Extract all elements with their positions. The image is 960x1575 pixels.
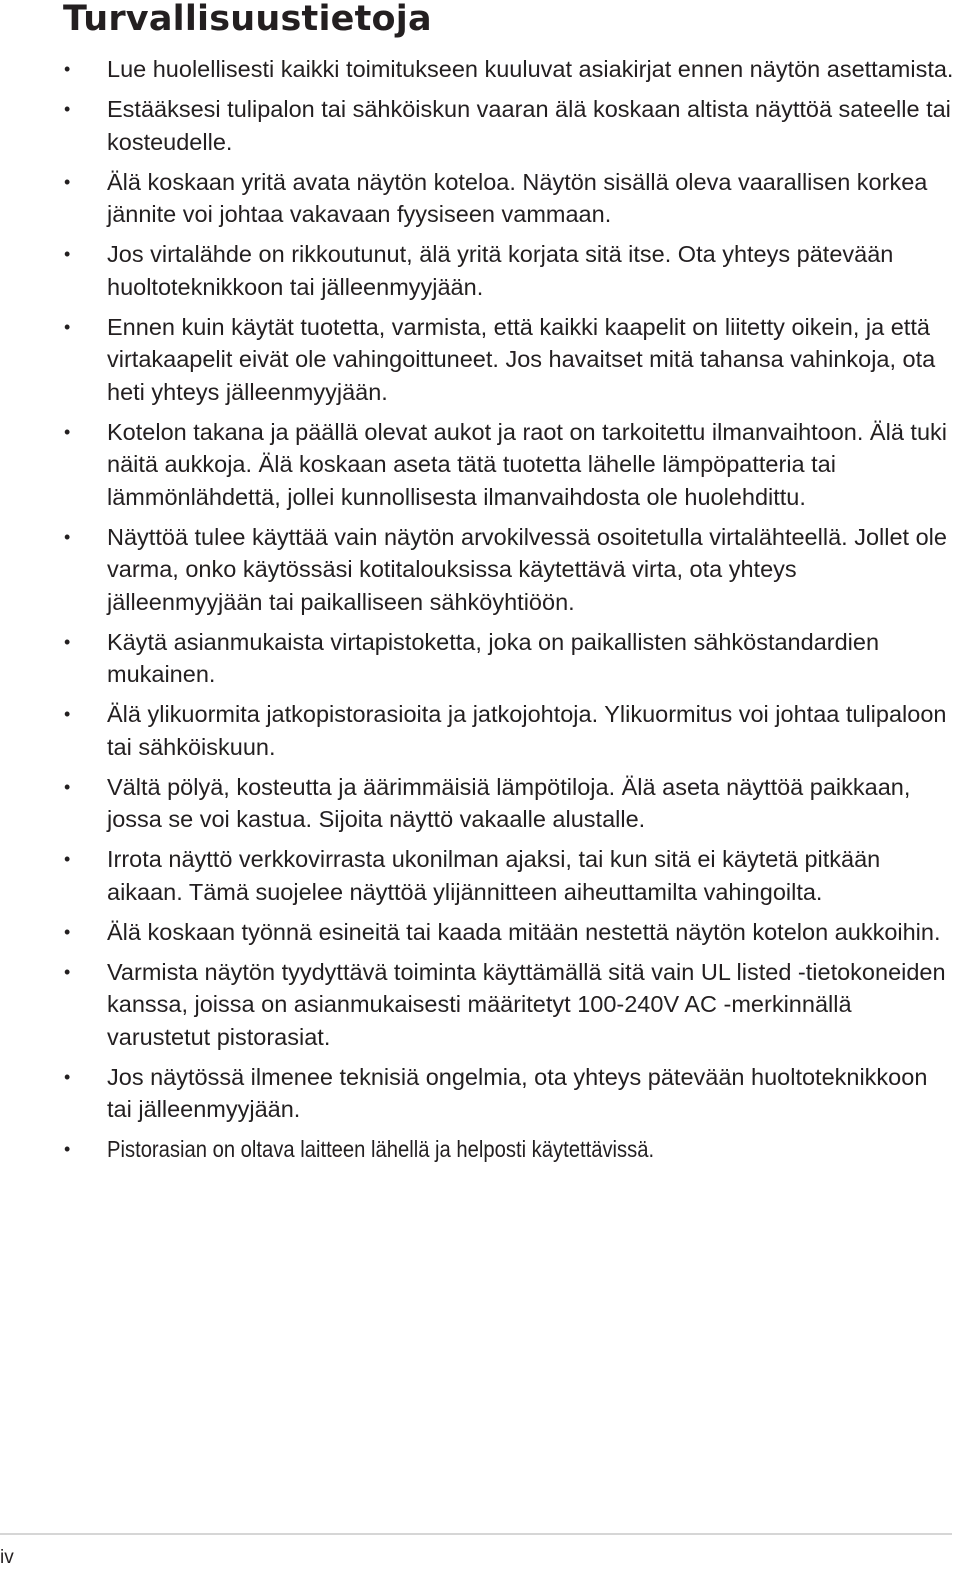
safety-item-text: Pistorasian on oltava laitteen lähellä ja helposti käytettävissä. [107, 1136, 655, 1162]
safety-item-text: Lue huolellisesti kaikki toimitukseen kuuluvat asiakirjat ennen näytön asettamista. [107, 56, 954, 82]
safety-item-text: Käytä asianmukaista virtapistoketta, joka on paikallisten sähköstandardien mukainen. [107, 628, 880, 687]
page-title: Turvallisuustietoja [63, 0, 432, 39]
safety-item-text: Estääksesi tulipalon tai sähköiskun vaaran älä koskaan altista näyttöä sateelle tai kosteudelle. [107, 96, 951, 155]
page-number: iv [0, 1547, 14, 1568]
safety-item [0, 843, 960, 908]
safety-item-text: Irrota näyttö verkkovirrasta ukonilman ajaksi, tai kun sitä ei käytetä pitkään aikaan. Tämä suojelee näyttöä ylijännitteen aiheuttamilta vahingoilta. [107, 846, 881, 905]
footer-divider [0, 1533, 952, 1535]
bullet-icon: • [64, 704, 71, 724]
safety-item-text: Vältä pölyä, kosteutta ja äärimmäisiä lämpötiloja. Älä aseta näyttöä paikkaan, jossa se voi kastua. Sijoita näyttö vakaalle alustalle. [107, 773, 911, 832]
safety-item-text: Varmista näytön tyydyttävä toiminta käyttämällä sitä vain UL listed -tietokoneiden kanssa, joissa on asianmukaisesti määritetyt 100-240V AC -merkinnällä varustetut pistorasiat. [107, 958, 946, 1050]
safety-item [0, 521, 960, 619]
safety-item [0, 93, 960, 158]
bullet-icon: • [64, 631, 71, 652]
safety-item [0, 416, 960, 514]
bullet-icon: • [64, 921, 71, 942]
bullet-icon: • [64, 59, 71, 79]
bullet-icon: • [64, 526, 71, 547]
bullet-icon: • [64, 421, 71, 442]
safety-item [0, 1133, 960, 1166]
safety-item [0, 916, 960, 949]
safety-item [0, 1061, 960, 1126]
safety-item [0, 166, 960, 231]
safety-item-text: Kotelon takana ja päällä olevat aukot ja raot on tarkoitettu ilmanvaihtoon. Älä tuki näitä aukkoja. Älä koskaan aseta tätä tuotetta lähelle lämpöpatteria tai lämmönlähdettä, jollei kunnollisesta ilmanvaihdosta ole huolehdittu. [107, 418, 947, 510]
safety-item [0, 626, 960, 691]
safety-item [0, 238, 960, 303]
bullet-icon: • [64, 171, 71, 192]
safety-item [0, 771, 960, 836]
safety-item-text: Älä ylikuormita jatkopistorasioita ja jatkojohtoja. Ylikuormitus voi johtaa tulipaloon tai sähköiskuun. [107, 701, 947, 760]
safety-item [0, 698, 960, 763]
bullet-icon: • [64, 1066, 71, 1087]
safety-item [0, 53, 960, 86]
bullet-icon: • [64, 316, 71, 337]
safety-instructions-list [0, 53, 960, 1166]
safety-item-text: Jos näytössä ilmenee teknisiä ongelmia, ota yhteys pätevään huoltoteknikkoon tai jälleenmyyjään. [107, 1063, 928, 1122]
bullet-icon: • [64, 776, 71, 797]
bullet-icon: • [64, 244, 71, 264]
bullet-icon: • [64, 961, 71, 982]
bullet-icon: • [64, 1139, 71, 1159]
safety-item [0, 956, 960, 1054]
safety-item-text: Älä koskaan työnnä esineitä tai kaada mitään nestettä näytön kotelon aukkoihin. [107, 918, 941, 945]
bullet-icon: • [64, 99, 71, 119]
safety-item [0, 311, 960, 409]
safety-item-text: Ennen kuin käytät tuotetta, varmista, että kaikki kaapelit on liitetty oikein, ja että virtakaapelit eivät ole vahingoittuneet. Jos havaitset mitä tahansa vahinkoja, ota heti yhteys jälleenmyyjään. [107, 313, 936, 405]
safety-item-text: Näyttöä tulee käyttää vain näytön arvokilvessä osoitetulla virtalähteellä. Jollet ole varma, onko käytössäsi kotitalouksissa käytettävä virta, ota yhteys jälleenmyyjään tai paikalliseen sähköyhtiöön. [107, 523, 947, 615]
bullet-icon: • [64, 849, 71, 869]
safety-item-text: Älä koskaan yritä avata näytön koteloa. Näytön sisällä oleva vaarallisen korkea jännite voi johtaa vakavaan fyysiseen vammaan. [107, 168, 928, 227]
safety-item-text: Jos virtalähde on rikkoutunut, älä yritä korjata sitä itse. Ota yhteys pätevään huoltoteknikkoon tai jälleenmyyjään. [107, 241, 894, 300]
